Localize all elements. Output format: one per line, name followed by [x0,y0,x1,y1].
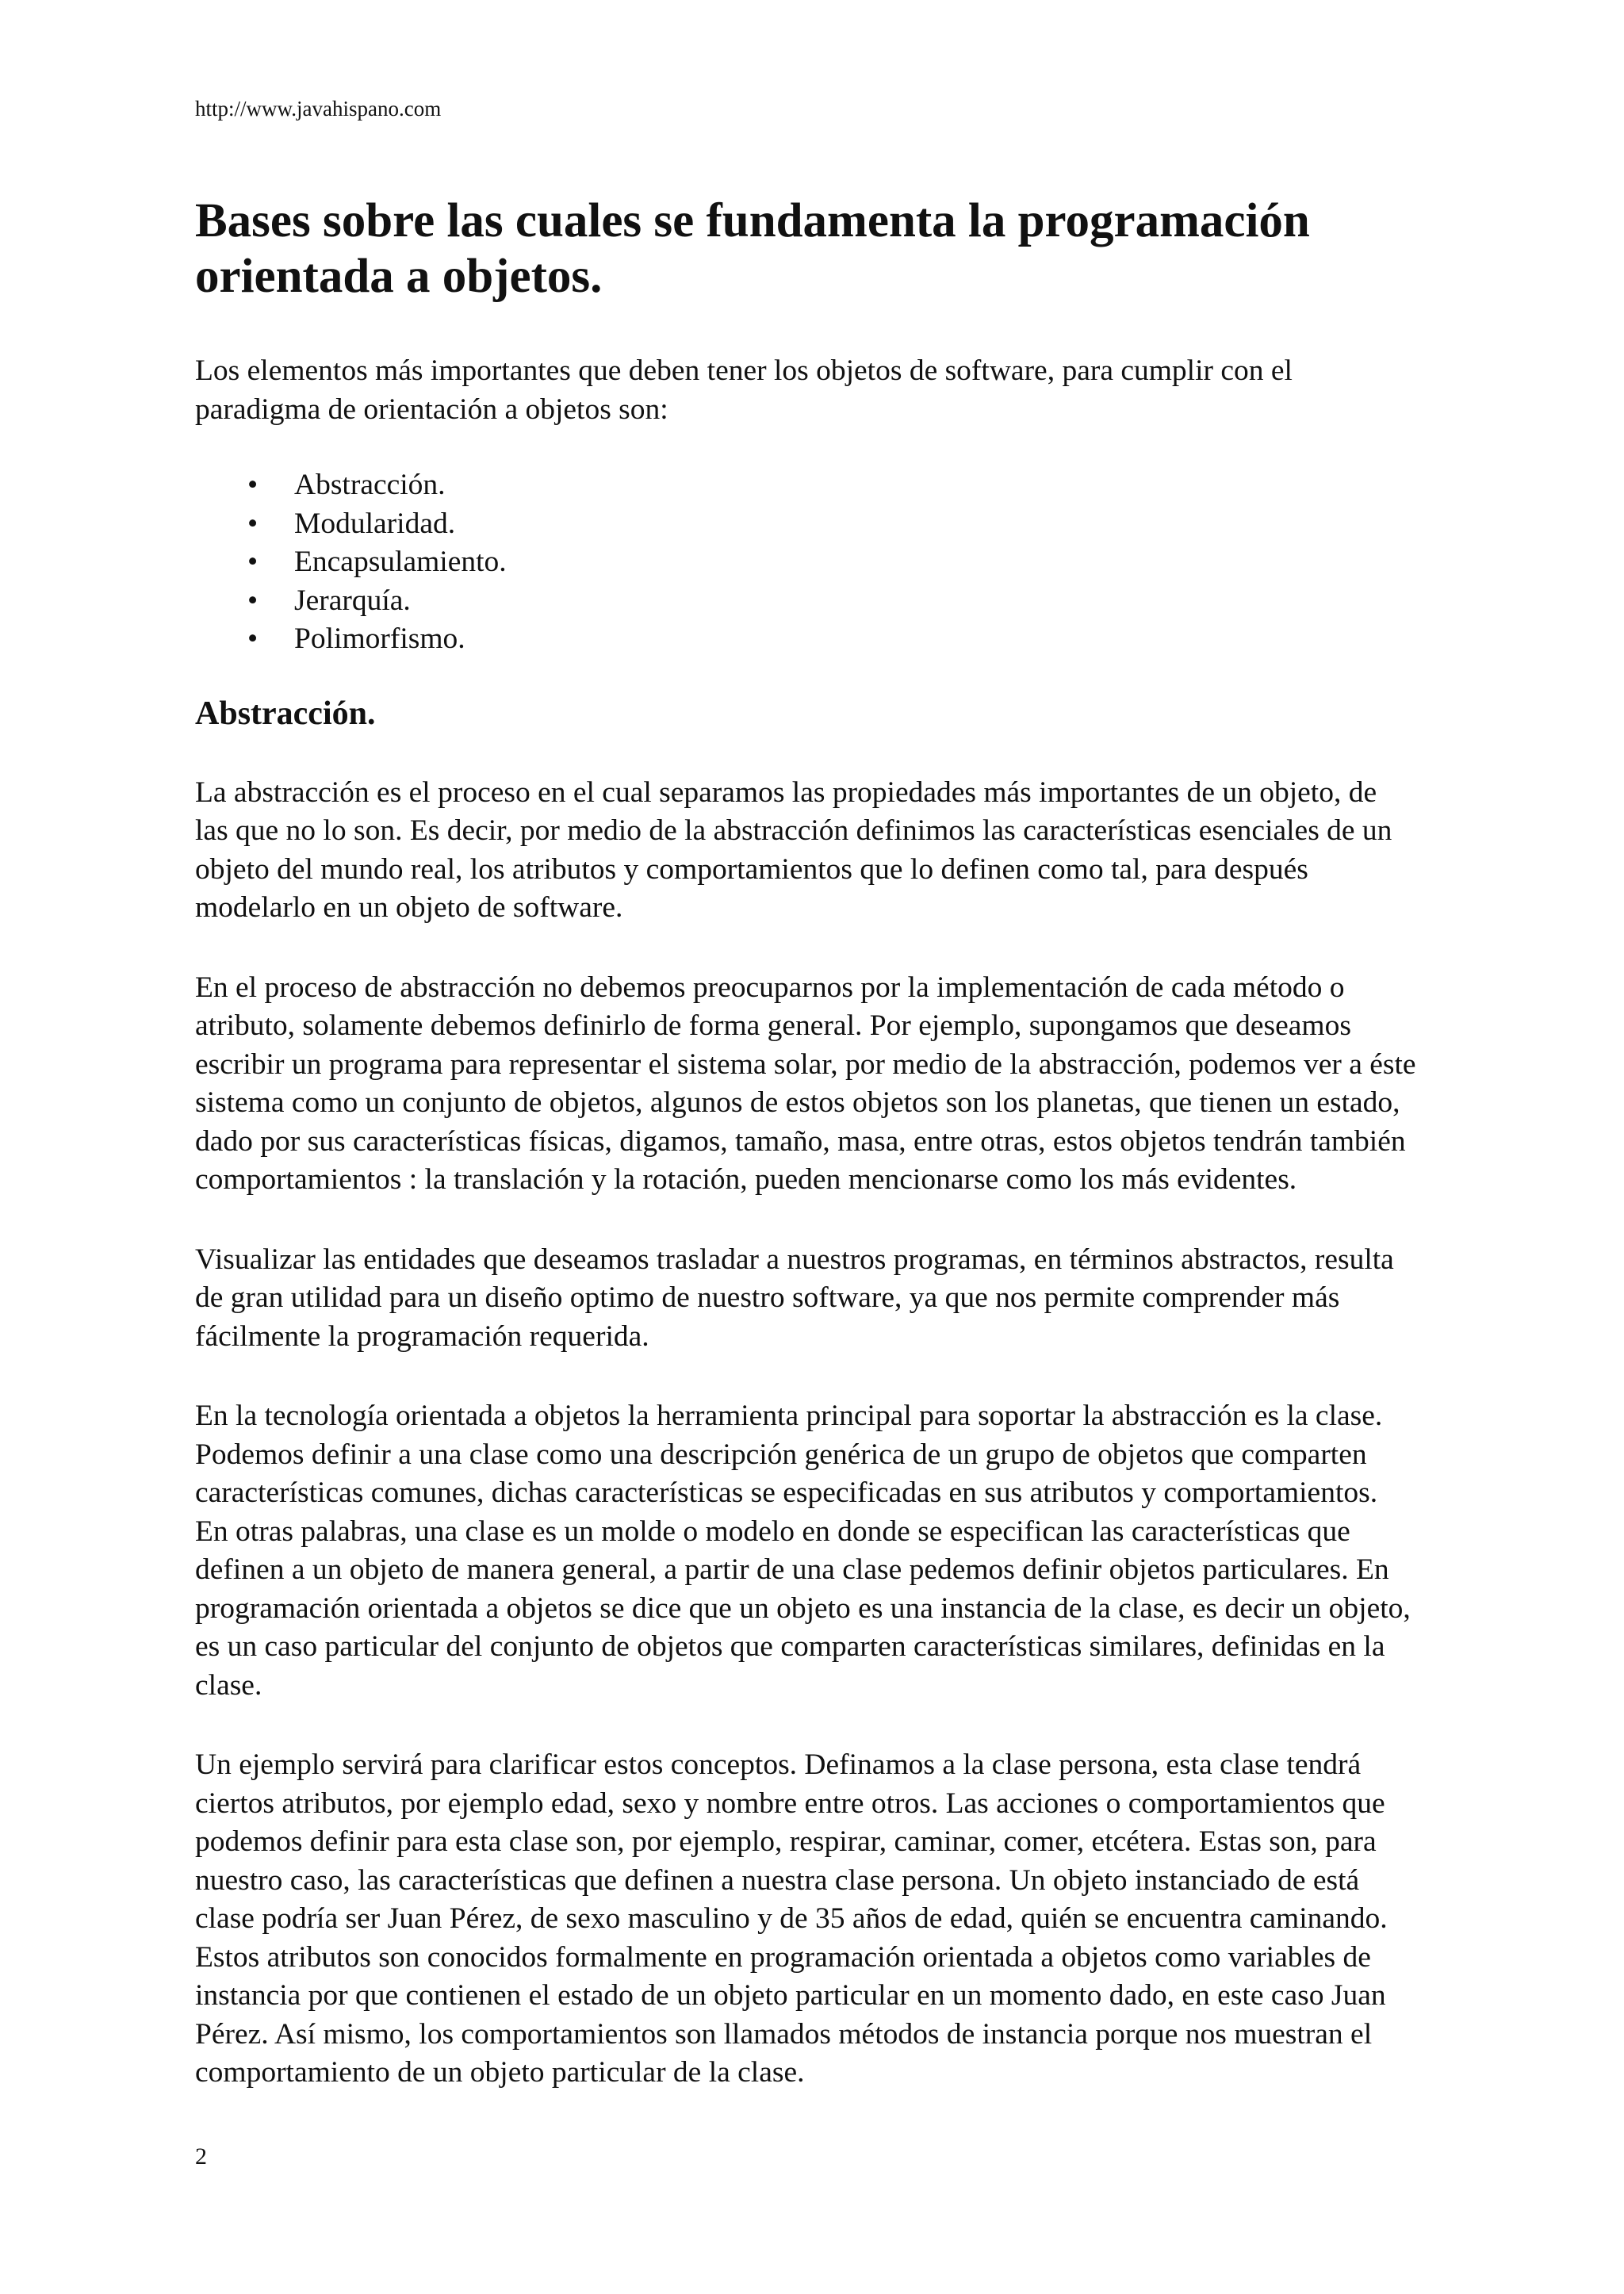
intro-paragraph: Los elementos más importantes que deben tener los objetos de software, para cumplir con el paradigma de orientación a objetos son: [195,354,1293,426]
bullet-icon: • [247,622,259,655]
list-item [195,620,1416,659]
bullet-list [195,466,1416,659]
page-content [195,193,1416,2093]
list-item-text: Modularidad. [294,507,456,540]
list-item-text: Jerarquía. [294,584,411,617]
bullet-icon: • [247,469,259,501]
section-heading: Abstracción. [195,695,376,732]
body-paragraph: La abstracción es el proceso en el cual separamos las propiedades más importantes de un objeto, de las que no lo son. Es decir, por medio de la abstracción definimos las características esenciales de un objeto del mundo real, los atributos y comportamientos que lo definen como tal, para después modelarlo en un objeto de software. [195,776,1392,924]
bullet-icon: • [247,584,259,617]
body-paragraph: Visualizar las entidades que deseamos trasladar a nuestros programas, en términos abstractos, resulta de gran utilidad para un diseño optimo de nuestro software, ya que nos permite comprender más fácilmente la programación requerida. [195,1243,1394,1353]
bullet-icon: • [247,507,259,540]
body-paragraph: En la tecnología orientada a objetos la herramienta principal para soportar la abstracción es la clase. Podemos definir a una clase como una descripción genérica de un grupo de objetos que comparten características comunes, dichas características se especificadas en sus atributos y comportamientos. En otras palabras, una clase es un molde o modelo en donde se especifican las características que definen a un objeto de manera general, a partir de una clase pedemos definir objetos particulares. En programación orientada a objetos se dice que un objeto es una instancia de la clase, es decir un objeto, es un caso particular del conjunto de objetos que comparten características similares, definidas en la clase. [195,1400,1411,1702]
page-title: Bases sobre las cuales se fundamenta la programación orientada a objetos. [195,194,1310,303]
header-url: http://www.javahispano.com [195,97,442,121]
list-item [195,466,1416,505]
list-item [195,582,1416,621]
list-item-text: Encapsulamiento. [294,546,507,578]
bullet-icon: • [247,546,259,578]
body-paragraph: En el proceso de abstracción no debemos preocuparnos por la implementación de cada método o atributo, solamente debemos definirlo de forma general. Por ejemplo, supongamos que deseamos escribir un programa para representar el sistema solar, por medio de la abstracción, podemos ver a éste sistema como un conjunto de objetos, algunos de estos objetos son los planetas, que tienen un estado, dado por sus características físicas, digamos, tamaño, masa, entre otras, estos objetos tendrán también comportamientos : la translación y la rotación, pueden mencionarse como los más evidentes. [195,971,1416,1196]
list-item [195,505,1416,544]
page-number: 2 [195,2143,207,2170]
list-item-text: Abstracción. [294,469,446,501]
list-item-text: Polimorfismo. [294,622,465,655]
body-paragraph: Un ejemplo servirá para clarificar estos conceptos. Definamos a la clase persona, esta clase tendrá ciertos atributos, por ejemplo edad, sexo y nombre entre otros. Las acciones o comportamientos que podemos definir para esta clase son, por ejemplo, respirar, caminar, comer, etcétera. Estas son, para nuestro caso, las características que definen a nuestra clase persona. Un objeto instanciado de está clase podría ser Juan Pérez, de sexo masculino y de 35 años de edad, quién se encuentra caminando. Estos atributos son conocidos formalmente en programación orientada a objetos como variables de instancia por que contienen el estado de un objeto particular en un momento dado, en este caso Juan Pérez. Así mismo, los comportamientos son llamados métodos de instancia porque nos muestran el comportamiento de un objeto particular de la clase. [195,1748,1388,2089]
list-item [195,543,1416,582]
